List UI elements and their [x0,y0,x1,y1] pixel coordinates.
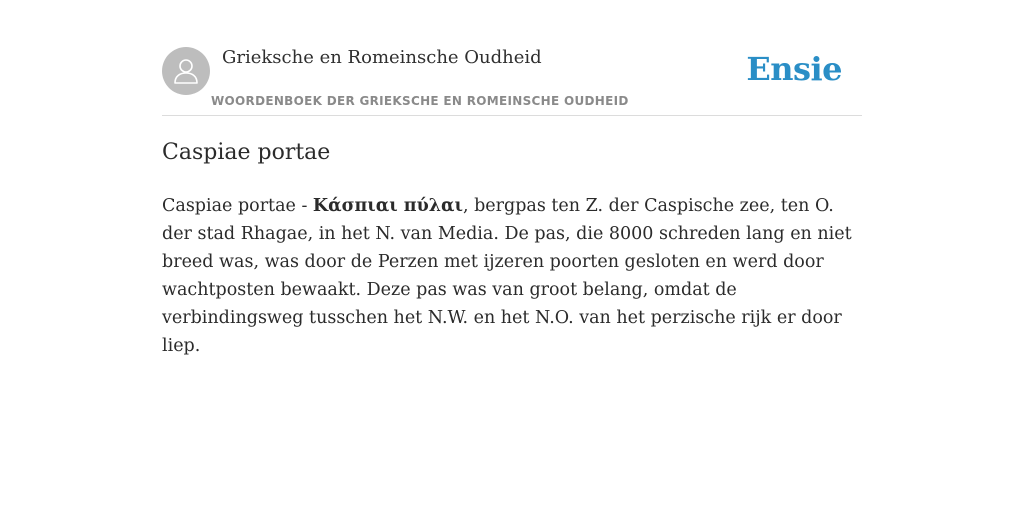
source-subtitle: WOORDENBOEK DER GRIEKSCHE EN ROMEINSCHE OUDHEID [211,94,629,108]
source-title-link[interactable]: Grieksche en Romeinsche Oudheid [222,47,542,68]
dictionary-avatar[interactable] [162,47,210,95]
ensie-logo-link[interactable]: Ensie [746,50,842,88]
dictionary-header [162,44,862,116]
entry-text: , bergpas ten Z. der Caspische zee, ten O. der stad Rhagae, in het N. van Media. De pas, die 8000 schreden lang en niet breed was, was door de Perzen met ijzeren poorten gesloten en werd door wachtposten bewaakt. Deze pas was van groot belang, omdat de verbindingsweg tusschen het N.W. en het N.O. van het perzische rijk er door liep. [162,196,852,356]
entry-greek-term: Κάσπιαι πύλαι [312,196,463,216]
entry-title: Caspiae portae [162,140,331,165]
entry-body [162,192,862,360]
user-icon [173,57,199,85]
entry-lead: Caspiae portae - [162,196,313,216]
